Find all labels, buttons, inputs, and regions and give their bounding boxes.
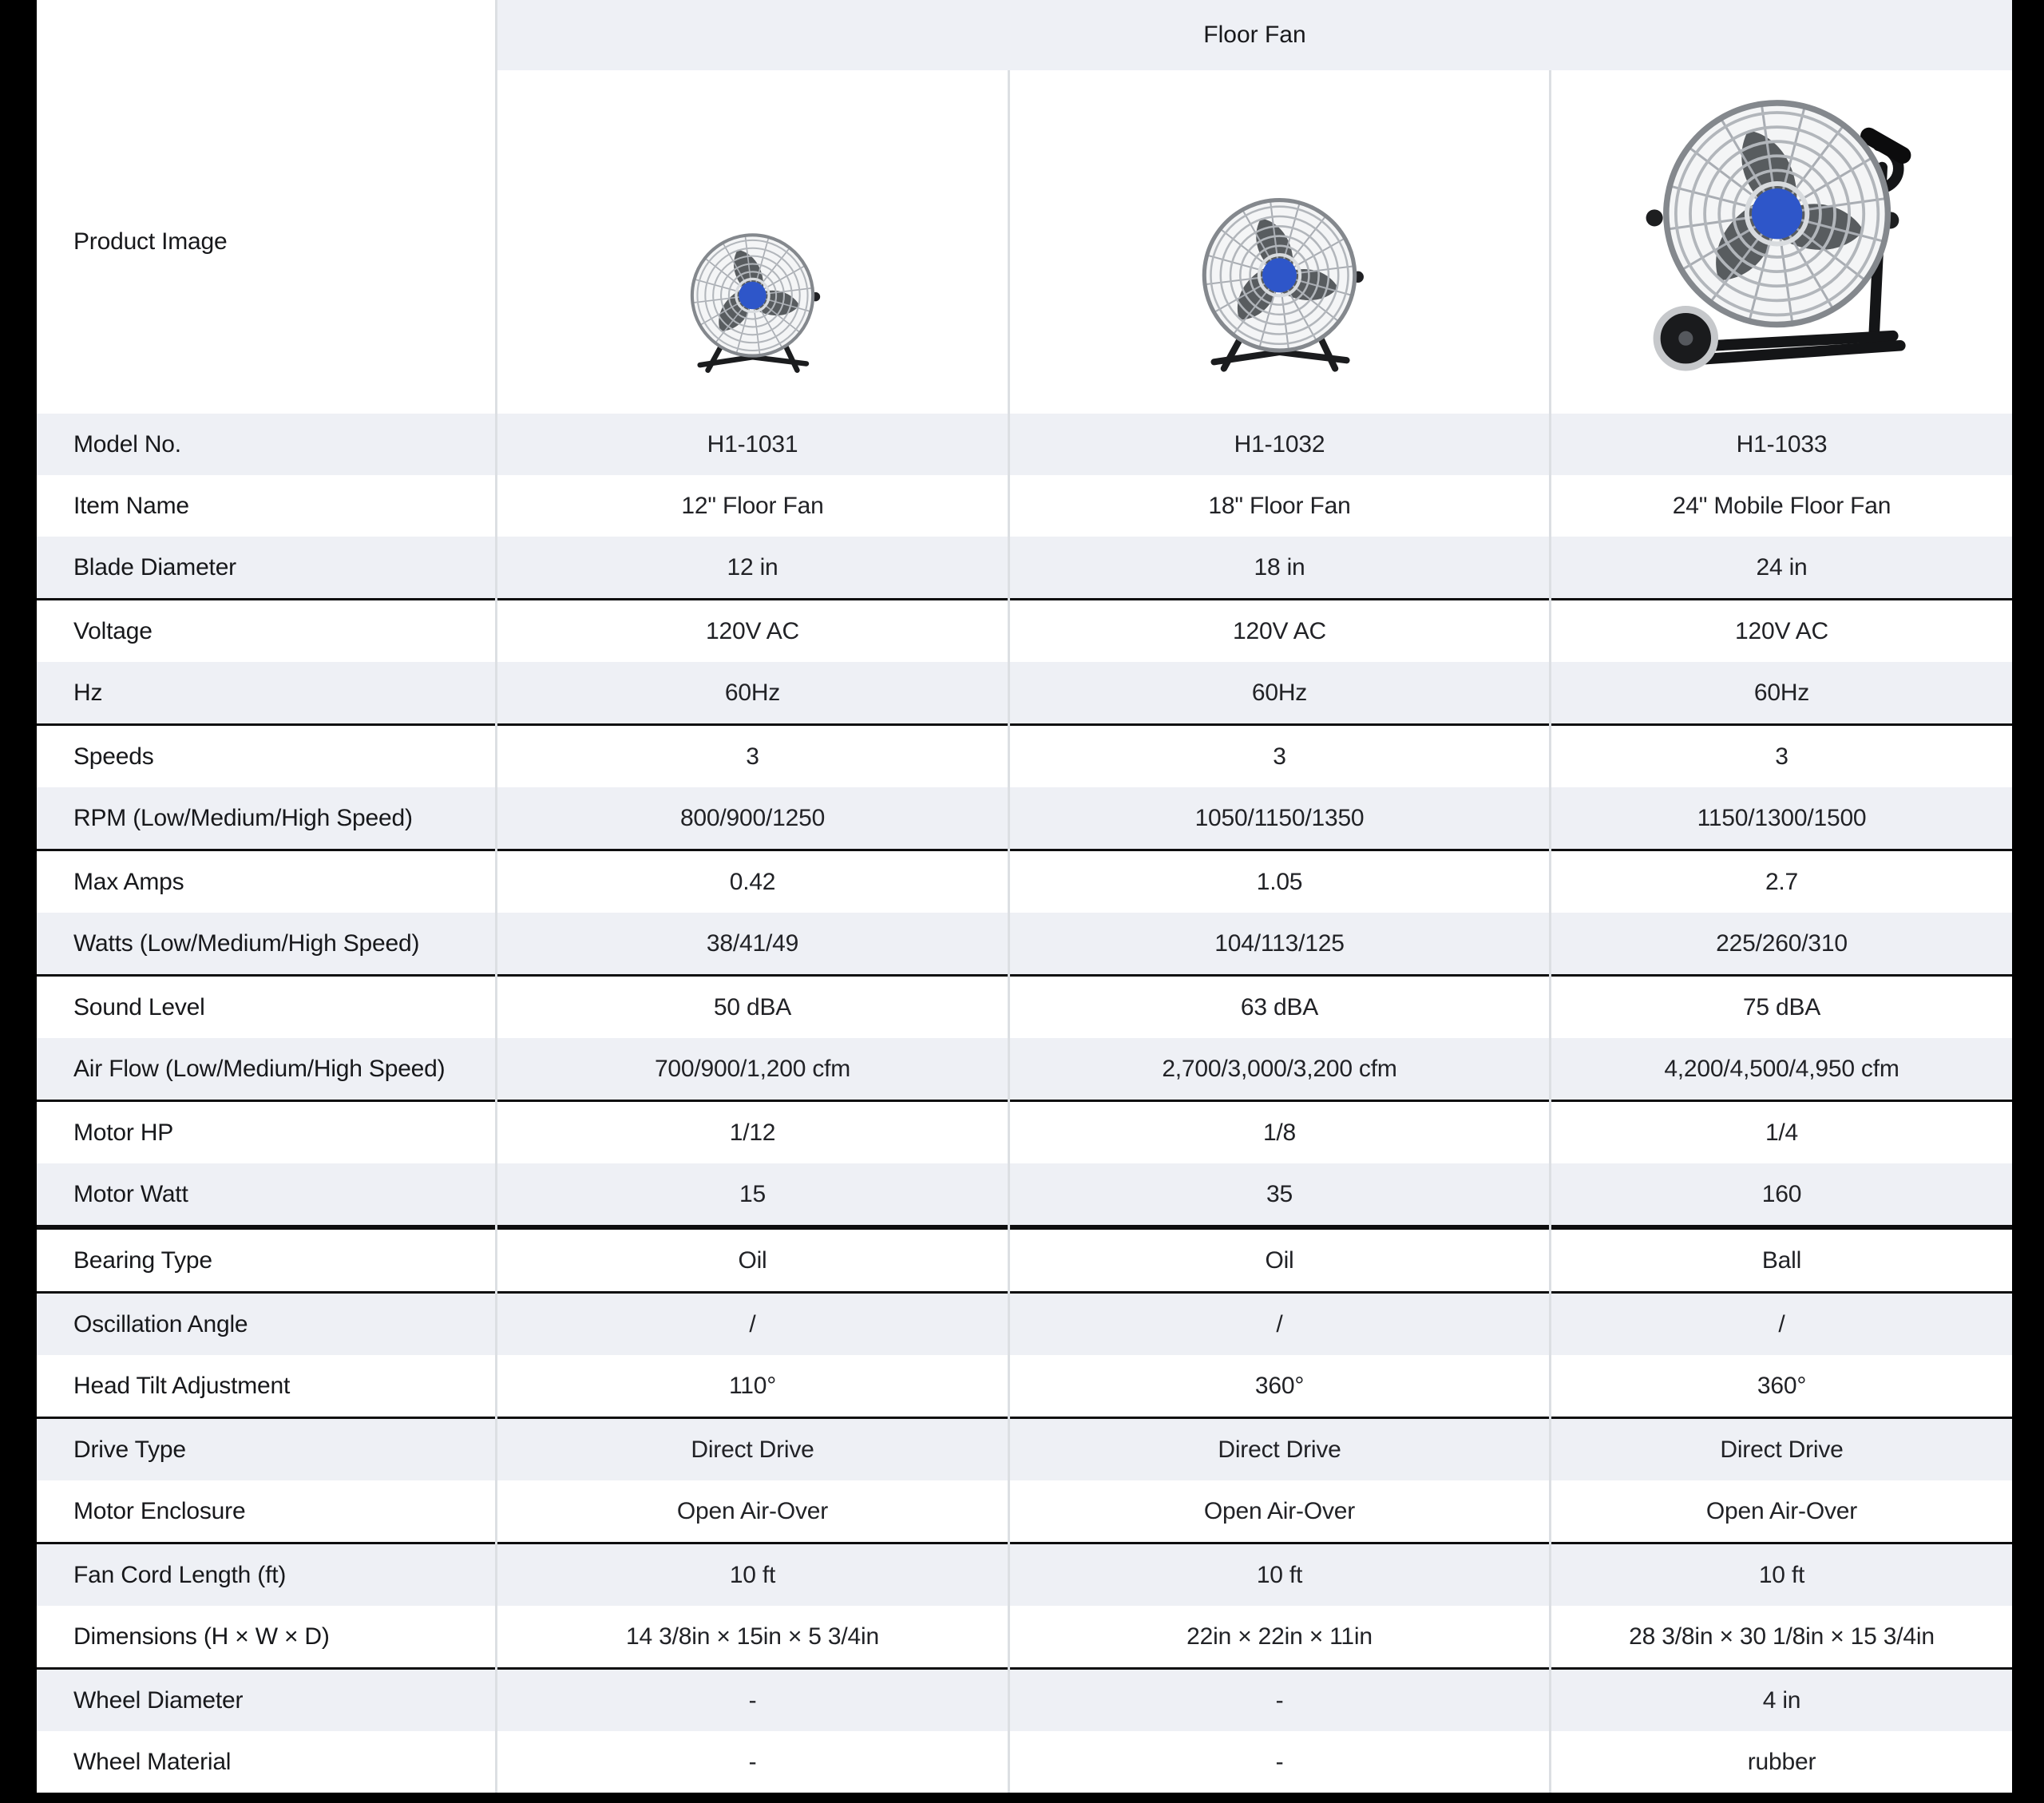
product-comparison-table <box>37 0 2012 1793</box>
spec-value-col2: 2,700/3,000/3,200 cfm <box>1010 1038 1549 1102</box>
spec-row <box>37 726 2012 787</box>
spec-row-label: Bearing Type <box>37 1230 495 1294</box>
floor-fan-12in-image <box>684 228 821 377</box>
spec-row <box>37 1294 2012 1355</box>
spec-value-col2: 18 in <box>1010 537 1549 600</box>
spec-row-label: Motor Enclosure <box>37 1480 495 1544</box>
spec-value-col1: 110° <box>497 1355 1008 1419</box>
spec-row <box>37 414 2012 475</box>
spec-value-col2: 3 <box>1010 726 1549 787</box>
spec-value-col2: 63 dBA <box>1010 977 1549 1038</box>
spec-value-col1: 1/12 <box>497 1102 1008 1163</box>
floor-fan-18in-image <box>1194 192 1365 377</box>
spec-value-col3: 10 ft <box>1551 1544 2012 1606</box>
mobile-floor-fan-24in-image <box>1642 93 1922 377</box>
spec-value-col1: 50 dBA <box>497 977 1008 1038</box>
table-header-row <box>37 0 2012 70</box>
spec-value-col3: 24 in <box>1551 537 2012 600</box>
spec-row <box>37 1480 2012 1544</box>
spec-value-col1: - <box>497 1670 1008 1731</box>
spec-row <box>37 1038 2012 1102</box>
spec-row-label: Model No. <box>37 414 495 475</box>
spec-value-col1: Open Air-Over <box>497 1480 1008 1544</box>
spec-value-col1: Oil <box>497 1230 1008 1294</box>
spec-value-col2: 22in × 22in × 11in <box>1010 1606 1549 1670</box>
spec-value-col3: 1150/1300/1500 <box>1551 787 2012 851</box>
spec-row <box>37 787 2012 851</box>
spec-value-col3: 120V AC <box>1551 600 2012 662</box>
spec-value-col1: 800/900/1250 <box>497 787 1008 851</box>
spec-row <box>37 1670 2012 1731</box>
spec-value-col2: 10 ft <box>1010 1544 1549 1606</box>
spec-row-label: Drive Type <box>37 1419 495 1480</box>
spec-value-col1: H1-1031 <box>497 414 1008 475</box>
category-title: Floor Fan <box>1203 22 1306 48</box>
spec-row-label: Voltage <box>37 600 495 662</box>
spec-row-label: Air Flow (Low/Medium/High Speed) <box>37 1038 495 1102</box>
spec-row <box>37 977 2012 1038</box>
spec-value-col1: 3 <box>497 726 1008 787</box>
spec-value-col1: 38/41/49 <box>497 913 1008 977</box>
spec-row-label: Sound Level <box>37 977 495 1038</box>
spec-value-col1: 120V AC <box>497 600 1008 662</box>
spec-row <box>37 913 2012 977</box>
spec-row-label: Head Tilt Adjustment <box>37 1355 495 1419</box>
spec-value-col2: Oil <box>1010 1230 1549 1294</box>
spec-value-col3: 75 dBA <box>1551 977 2012 1038</box>
spec-row <box>37 1163 2012 1230</box>
spec-value-col2: 60Hz <box>1010 662 1549 726</box>
spec-value-col1: - <box>497 1731 1008 1793</box>
spec-value-col1: / <box>497 1294 1008 1355</box>
product-image-cell-2 <box>1010 70 1549 414</box>
spec-value-col3: Ball <box>1551 1230 2012 1294</box>
spec-value-col1: 10 ft <box>497 1544 1008 1606</box>
spec-value-col2: 1.05 <box>1010 851 1549 913</box>
spec-row <box>37 1731 2012 1793</box>
spec-value-col2: 104/113/125 <box>1010 913 1549 977</box>
spec-row-label: Oscillation Angle <box>37 1294 495 1355</box>
spec-row <box>37 1102 2012 1163</box>
spec-row-label <box>37 70 495 414</box>
spec-row-label: Max Amps <box>37 851 495 913</box>
spec-value-col3: Open Air-Over <box>1551 1480 2012 1544</box>
product-image-label: Product Image <box>73 228 228 255</box>
product-image-cell-3 <box>1551 70 2012 414</box>
spec-row-label: Speeds <box>37 726 495 787</box>
spec-row <box>37 851 2012 913</box>
spec-value-col3: Direct Drive <box>1551 1419 2012 1480</box>
spec-row-label: Motor Watt <box>37 1163 495 1230</box>
spec-row <box>37 475 2012 537</box>
spec-value-col3: rubber <box>1551 1731 2012 1793</box>
spec-value-col2: - <box>1010 1670 1549 1731</box>
spec-value-col2: 1/8 <box>1010 1102 1549 1163</box>
spec-value-col2: - <box>1010 1731 1549 1793</box>
spec-row-label: Wheel Diameter <box>37 1670 495 1731</box>
spec-row <box>37 1230 2012 1294</box>
spec-value-col1: 12 in <box>497 537 1008 600</box>
spec-row-label: Wheel Material <box>37 1731 495 1793</box>
spec-row <box>37 600 2012 662</box>
spec-row <box>37 1355 2012 1419</box>
spec-value-col3: 360° <box>1551 1355 2012 1419</box>
spec-value-col2: Open Air-Over <box>1010 1480 1549 1544</box>
product-image-cell-1 <box>497 70 1008 414</box>
spec-value-col2: 360° <box>1010 1355 1549 1419</box>
spec-row <box>37 1606 2012 1670</box>
spec-row-label: Dimensions (H × W × D) <box>37 1606 495 1670</box>
spec-value-col2: H1-1032 <box>1010 414 1549 475</box>
spec-value-col3: 4,200/4,500/4,950 cfm <box>1551 1038 2012 1102</box>
spec-value-col3: 28 3/8in × 30 1/8in × 15 3/4in <box>1551 1606 2012 1670</box>
spec-row <box>37 537 2012 600</box>
spec-value-col3: 24" Mobile Floor Fan <box>1551 475 2012 537</box>
spec-value-col3: 60Hz <box>1551 662 2012 726</box>
spec-value-col1: 0.42 <box>497 851 1008 913</box>
spec-value-col3: H1-1033 <box>1551 414 2012 475</box>
spec-value-col2: 120V AC <box>1010 600 1549 662</box>
spec-row <box>37 662 2012 726</box>
spec-value-col2: Direct Drive <box>1010 1419 1549 1480</box>
spec-value-col3: 2.7 <box>1551 851 2012 913</box>
spec-value-col2: / <box>1010 1294 1549 1355</box>
spec-value-col2: 35 <box>1010 1163 1549 1230</box>
spec-row <box>37 1544 2012 1606</box>
spec-value-col1: 700/900/1,200 cfm <box>497 1038 1008 1102</box>
spec-value-col3: 160 <box>1551 1163 2012 1230</box>
spec-value-col2: 1050/1150/1350 <box>1010 787 1549 851</box>
spec-value-col1: 14 3/8in × 15in × 5 3/4in <box>497 1606 1008 1670</box>
spec-rows <box>37 414 2012 1793</box>
spec-row-label: Blade Diameter <box>37 537 495 600</box>
product-image-row <box>37 70 2012 414</box>
spec-value-col3: 1/4 <box>1551 1102 2012 1163</box>
spec-row <box>37 1419 2012 1480</box>
header-empty-cell <box>37 0 495 70</box>
spec-value-col2: 18" Floor Fan <box>1010 475 1549 537</box>
spec-value-col3: 4 in <box>1551 1670 2012 1731</box>
spec-value-col1: Direct Drive <box>497 1419 1008 1480</box>
spec-row-label: Watts (Low/Medium/High Speed) <box>37 913 495 977</box>
spec-value-col1: 12" Floor Fan <box>497 475 1008 537</box>
spec-row-label: Motor HP <box>37 1102 495 1163</box>
spec-row-label: RPM (Low/Medium/High Speed) <box>37 787 495 851</box>
spec-row-label: Fan Cord Length (ft) <box>37 1544 495 1606</box>
spec-row-label: Item Name <box>37 475 495 537</box>
spec-value-col3: / <box>1551 1294 2012 1355</box>
spec-value-col1: 15 <box>497 1163 1008 1230</box>
spec-value-col1: 60Hz <box>497 662 1008 726</box>
spec-value-col3: 3 <box>1551 726 2012 787</box>
category-header-cell <box>497 0 2012 70</box>
spec-row-label: Hz <box>37 662 495 726</box>
spec-value-col3: 225/260/310 <box>1551 913 2012 977</box>
